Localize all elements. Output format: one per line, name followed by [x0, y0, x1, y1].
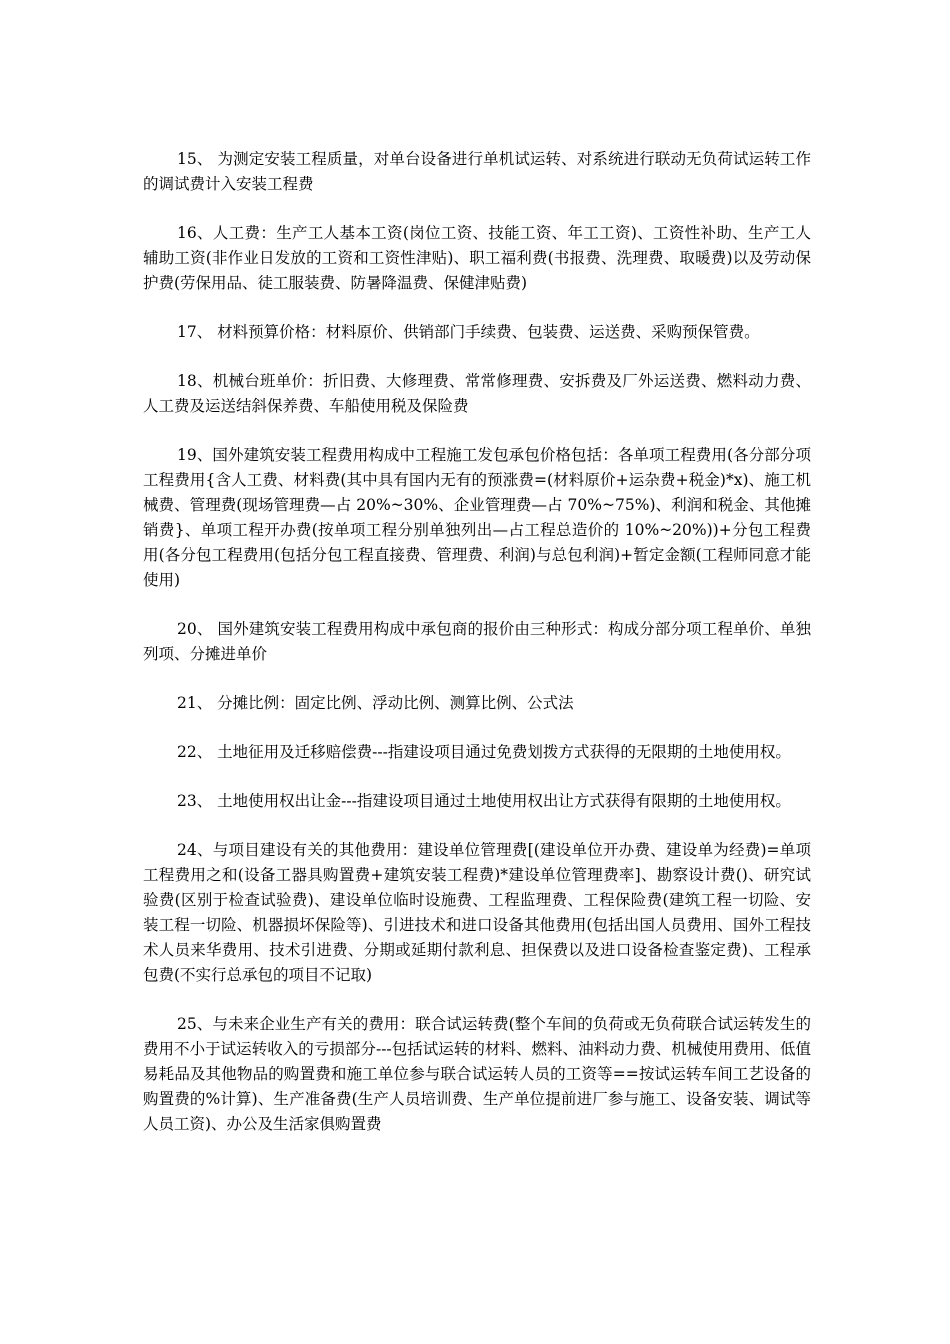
paragraph-18: 18、机械台班单价：折旧费、大修理费、常常修理费、安拆费及厂外运送费、燃料动力费、人工费及运送结斜保养费、车船使用税及保险费: [143, 372, 811, 415]
paragraph-20: 20、 国外建筑安装工程费用构成中承包商的报价由三种形式：构成分部分项工程单价、单独列项、分摊进单价: [143, 620, 811, 663]
paragraph-23: 23、 土地使用权出让金---指建设项目通过土地使用权出让方式获得有限期的土地使用权。: [177, 792, 791, 810]
paragraph-19: 19、国外建筑安装工程费用构成中工程施工发包承包价格包括：各单项工程费用(各分部分项工程费用{含人工费、材料费(其中具有国内无有的预涨费=(材料原价+运杂费+税金)*x)、施工机械费、管理费(现场管理费—占 20%~30%、企业管理费—占 70%~75%)、利润和税金、其他摊销费}、单项工程开办费(按单项工程分别单独列出—占工程总造价的 10%~20%))+分包工程费用(各分包工程费用(包括分包工程直接费、管理费、利润)与总包利润)+暂定金额(工程师同意才能使用): [143, 446, 811, 589]
document-body: [143, 147, 811, 1161]
paragraph-21: 21、 分摊比例：固定比例、浮动比例、测算比例、公式法: [177, 694, 574, 712]
paragraph-22: 22、 土地征用及迁移赔偿费---指建设项目通过免费划拨方式获得的无限期的土地使用权。: [177, 743, 791, 761]
paragraph-15: 15、 为测定安装工程质量，对单台设备进行单机试运转、对系统进行联动无负荷试运转工作的调试费计入安装工程费: [143, 150, 811, 193]
paragraph-17: 17、 材料预算价格：材料原价、供销部门手续费、包装费、运送费、采购预保管费。: [177, 323, 760, 341]
paragraph-24: 24、与项目建设有关的其他费用：建设单位管理费[(建设单位开办费、建设单为经费)=单项工程费用之和(设备工器具购置费+建筑安装工程费)*建设单位管理费率]、勘察设计费()、研究试验费(区别于检查试验费)、建设单位临时设施费、工程监理费、工程保险费(建筑工程一切险、安装工程一切险、机器损坏保险等)、引进技术和进口设备其他费用(包括出国人员费用、国外工程技术人员来华费用、技术引进费、分期或延期付款利息、担保费以及进口设备检查鉴定费)、工程承包费(不实行总承包的项目不记取): [143, 841, 811, 984]
paragraph-25: 25、与未来企业生产有关的费用：联合试运转费(整个车间的负荷或无负荷联合试运转发生的费用不小于试运转收入的亏损部分---包括试运转的材料、燃料、油料动力费、机械使用费用、低值易耗品及其他物品的购置费和施工单位参与联合试运转人员的工资等==按试运转车间工艺设备的购置费的%计算)、生产准备费(生产人员培训费、生产单位提前进厂参与施工、设备安装、调试等人员工资)、办公及生活家俱购置费: [143, 1015, 811, 1133]
paragraph-16: 16、人工费：生产工人基本工资(岗位工资、技能工资、年工工资)、工资性补助、生产工人辅助工资(非作业日发放的工资和工资性津贴)、职工福利费(书报费、洗理费、取暖费)以及劳动保护费(劳保用品、徒工服装费、防暑降温费、保健津贴费): [143, 224, 811, 292]
